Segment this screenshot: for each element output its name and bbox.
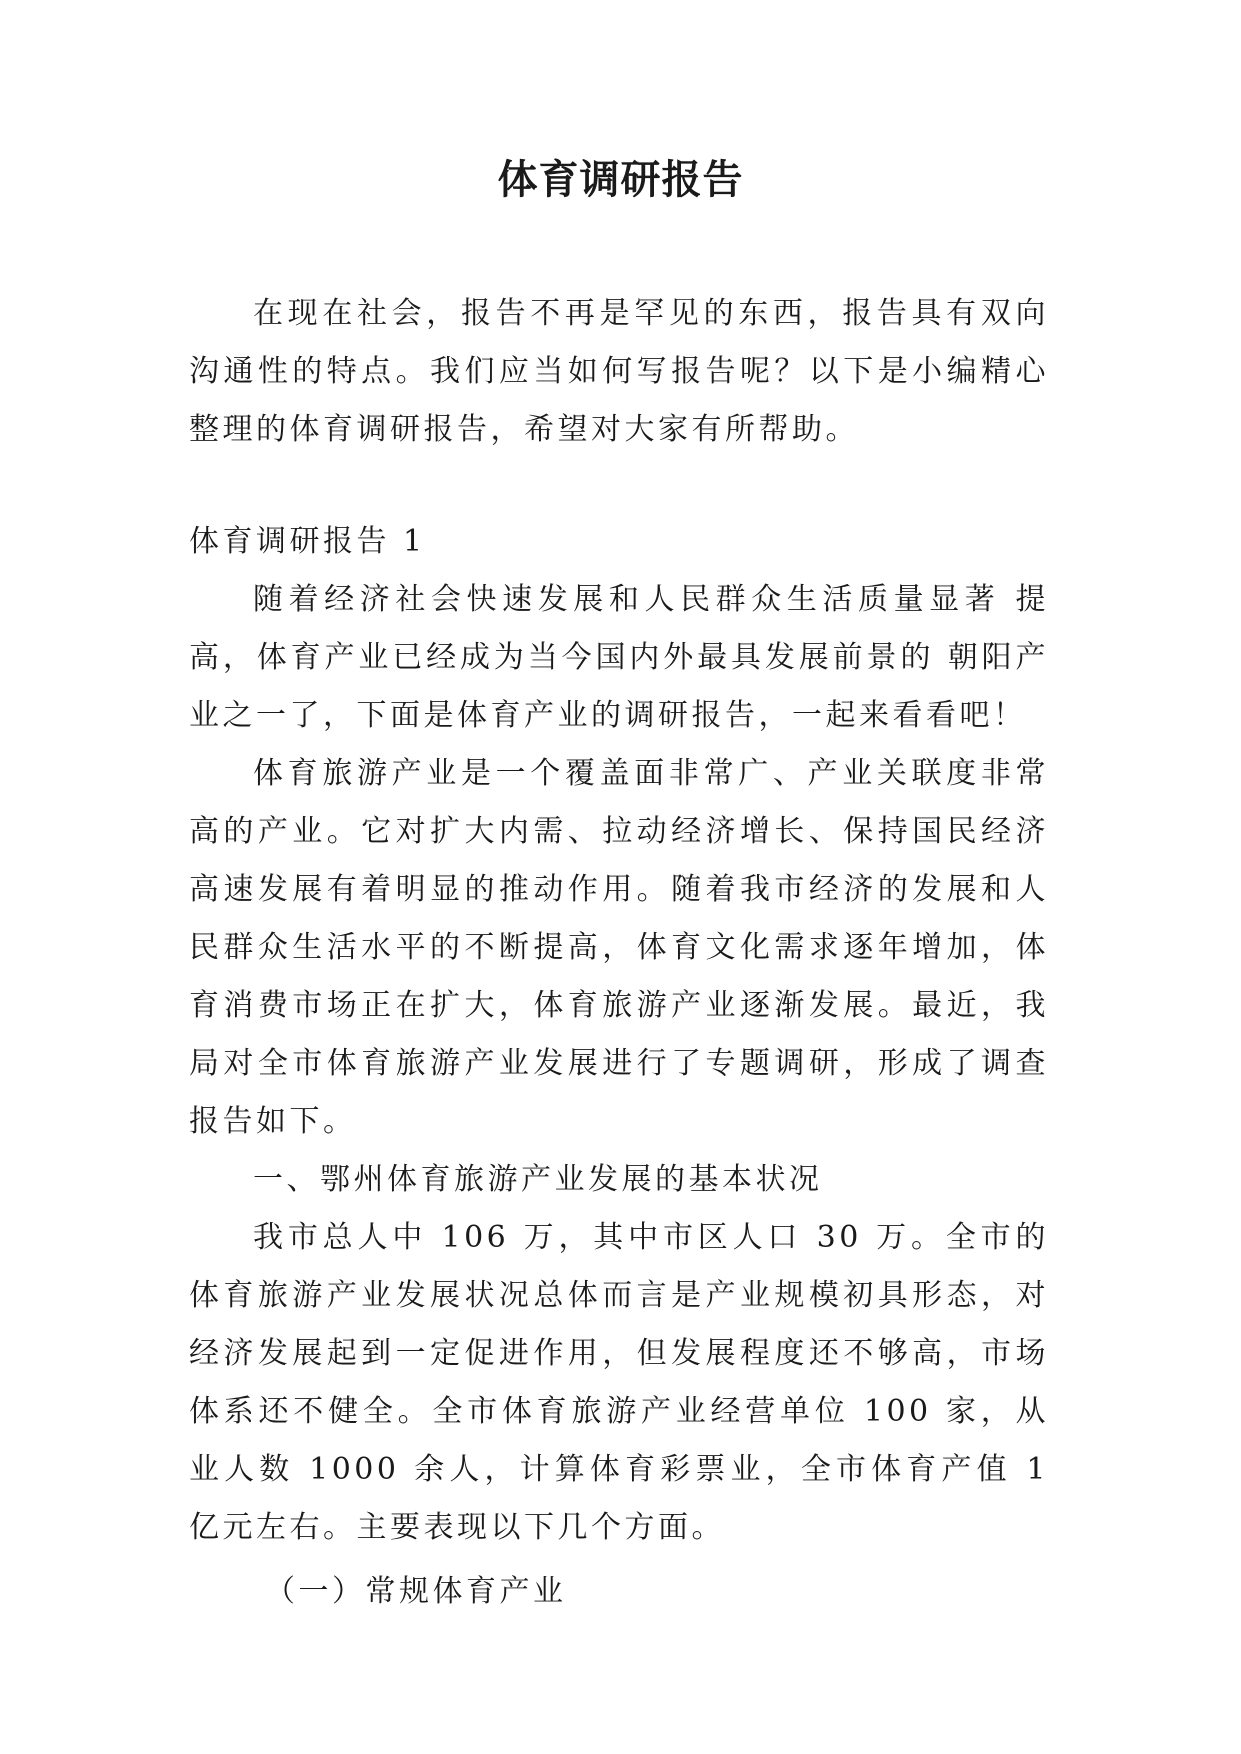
body-paragraph: 体育旅游产业是一个覆盖面非常广、产业关联度非常高的产业。它对扩大内需、拉动经济增长、保持国民经济高速发展有着明显的推动作用。随着我市经济的发展和人民群众生活水平的不断提高，体育文化需求逐年增加，体育消费市场正在扩大，体育旅游产业逐渐发展。最近，我局对全市体育旅游产业发展进行了专题调研，形成了调查报告如下。 — [189, 756, 1049, 1139]
document-body — [189, 285, 1049, 1621]
heading-basic-status: 一、鄂州体育旅游产业发展的基本状况 — [253, 1162, 823, 1197]
document-title: 体育调研报告 — [497, 157, 744, 203]
intro-paragraph: 在现在社会，报告不再是罕见的东西，报告具有双向沟通性的特点。我们应当如何写报告呢？以下是小编精心整理的体育调研报告，希望对大家有所帮助。 — [189, 296, 1049, 447]
subheading-regular-sports-industry: （一）常规体育产业 — [265, 1574, 567, 1609]
body-paragraph: 随着经济社会快速发展和人民群众生活质量显著 提高，体育产业已经成为当今国内外最具发展前景的 朝阳产业之一了，下面是体育产业的调研报告，一起来看看吧！ — [189, 582, 1049, 733]
body-paragraph: 我市总人中 106 万，其中市区人口 30 万。全市的体育旅游产业发展状况总体而言是产业规模初具形态，对经济发展起到一定促进作用，但发展程度还不够高，市场体系还不健全。全市体育旅游产业经营单位 100 家，从业人数 1000 余人，计算体育彩票业，全市体育产值 1 亿元左右。主要表现以下几个方面。 — [189, 1220, 1049, 1545]
section-heading: 体育调研报告 1 — [189, 524, 426, 559]
